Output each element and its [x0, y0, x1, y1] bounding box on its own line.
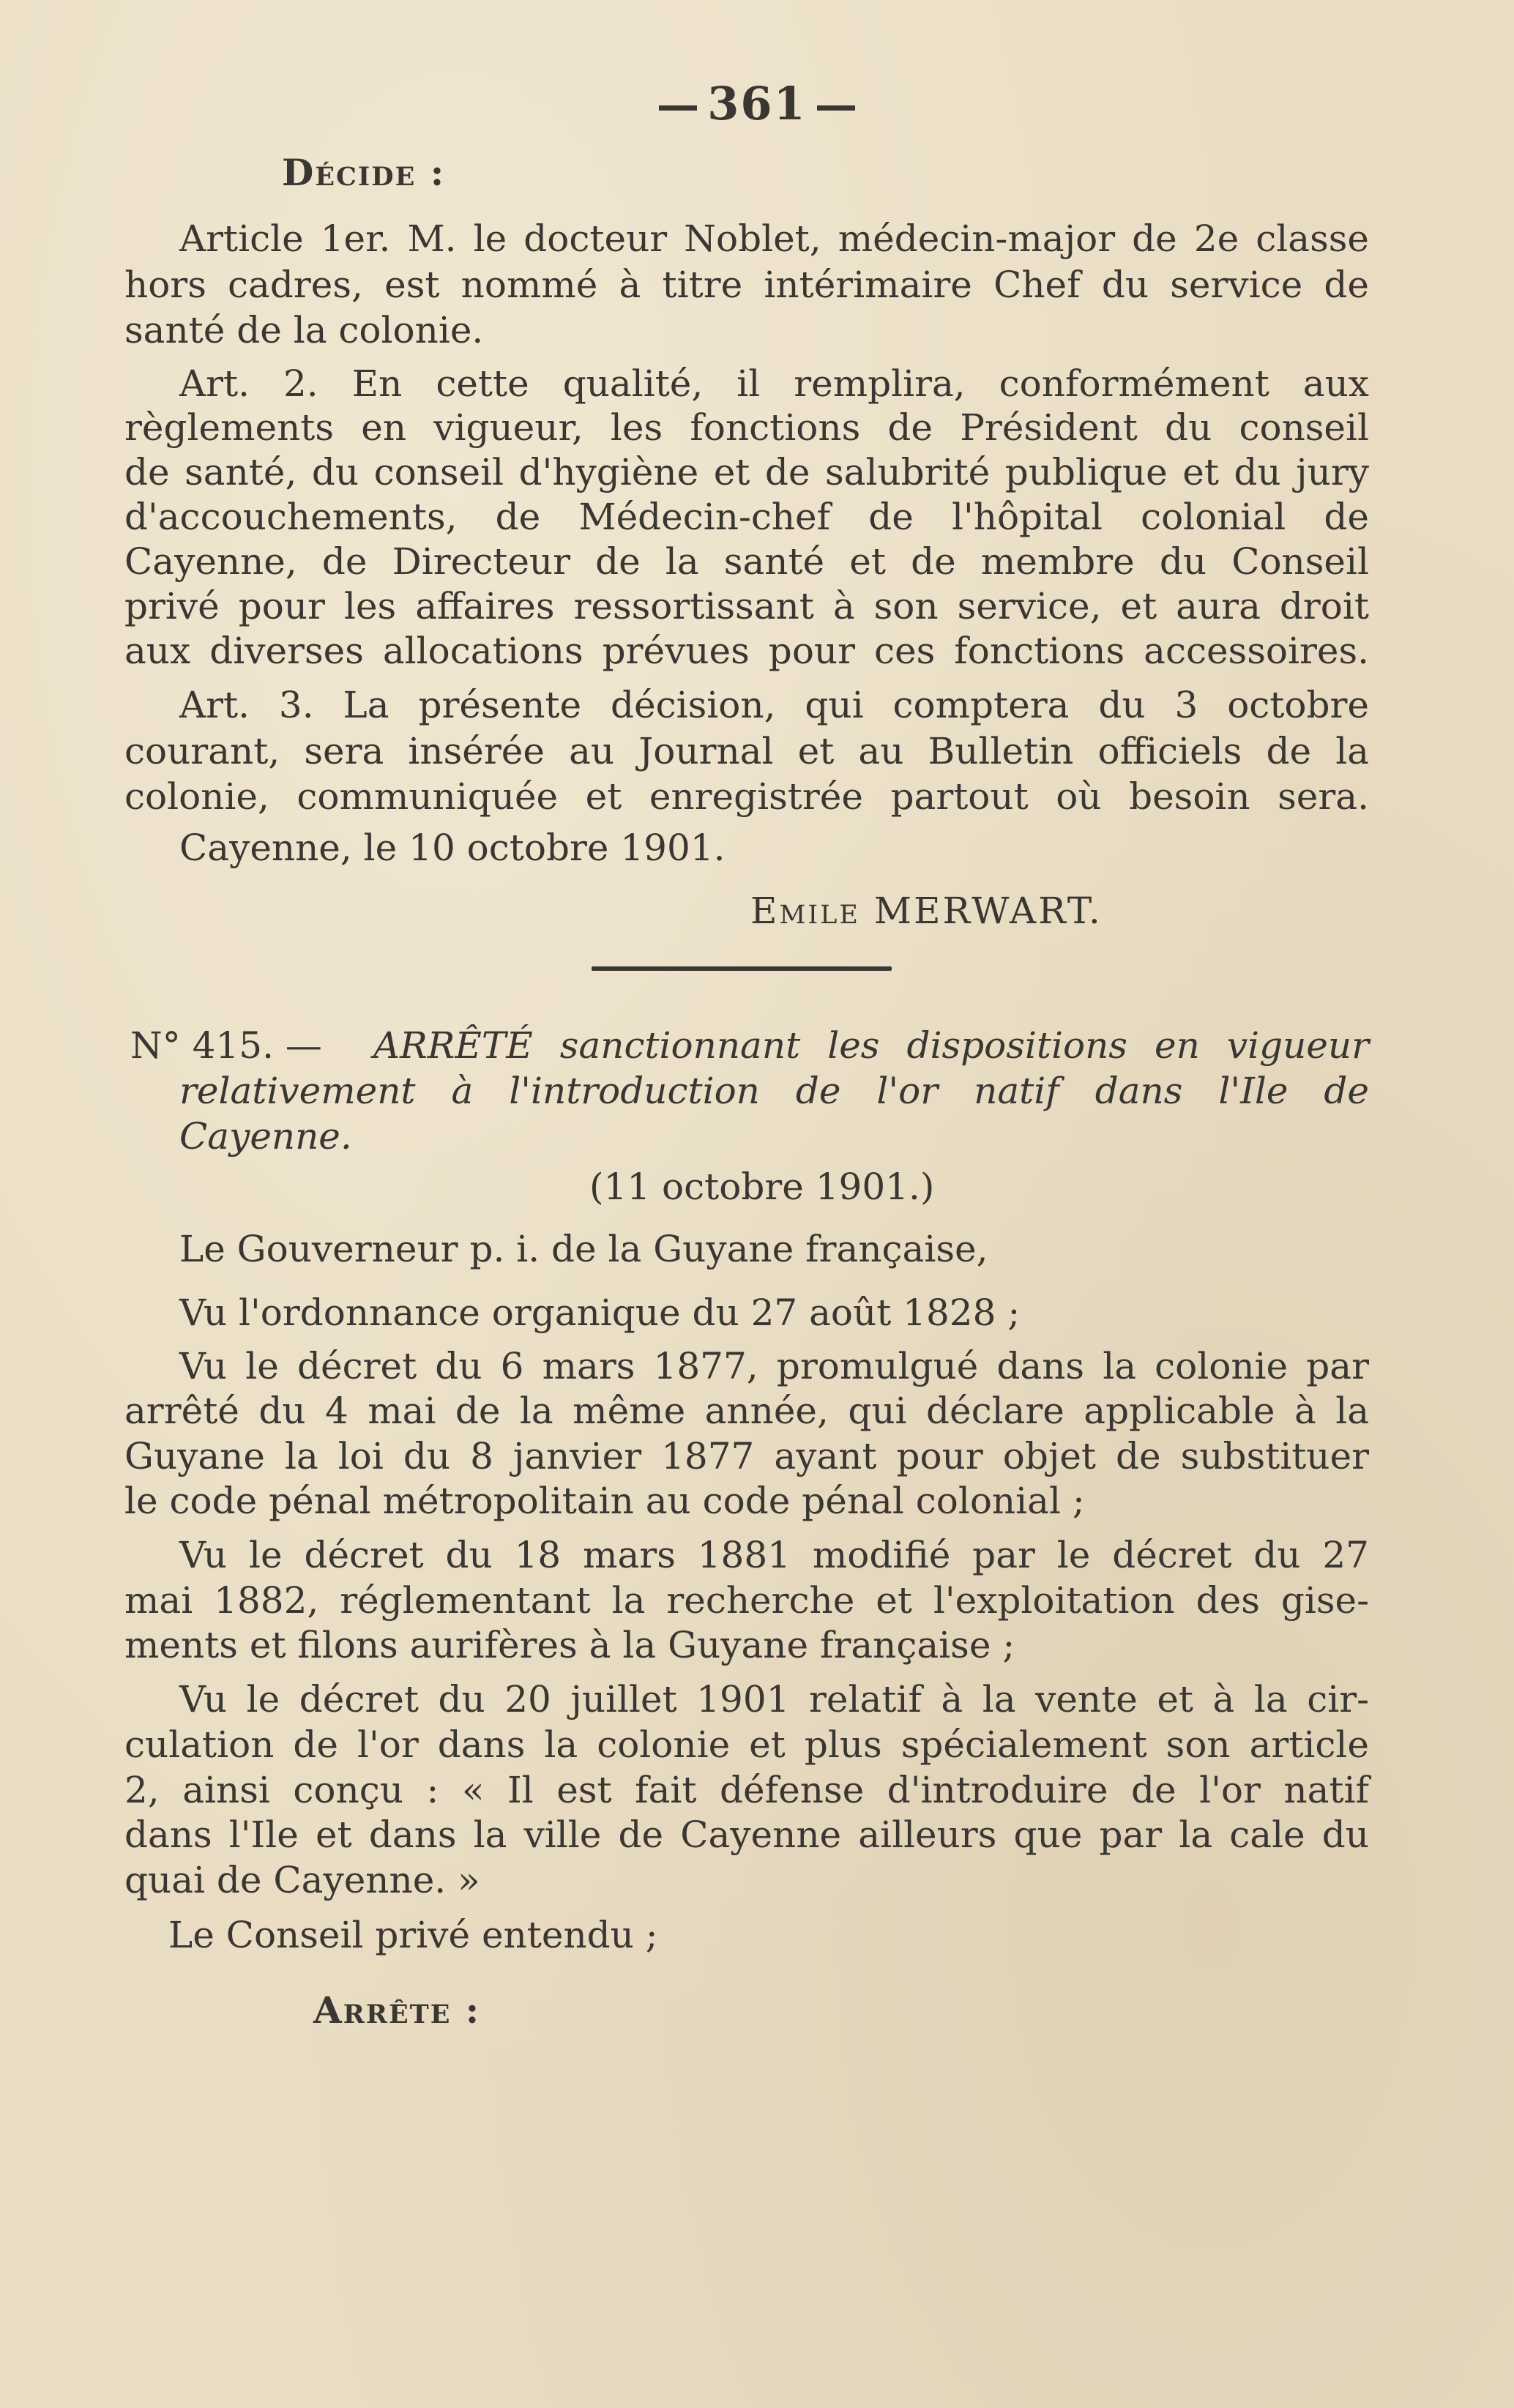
vu-decret-1901-line-3: 2, ainsi conçu : « Il est fait défense d'introduire de l'or natif — [124, 1769, 1369, 1811]
article-2-line-5: Cayenne, de Directeur de la santé et de membre du Conseil — [124, 540, 1369, 583]
article-1-line-3: santé de la colonie. — [124, 309, 484, 351]
decide-heading: Décide : — [282, 151, 446, 194]
place-date-line: Cayenne, le 10 octobre 1901. — [179, 827, 726, 869]
vu-decret-1901-line-4: dans l'Ile et dans la ville de Cayenne ailleurs que par la cale du — [124, 1814, 1369, 1856]
article-2-line-7: aux diverses allocations prévues pour ces fonctions accessoires. — [124, 630, 1369, 672]
page-number-dash-left — [659, 105, 697, 111]
vu-decret-1877-line-1: Vu le décret du 6 mars 1877, promulgué dans la colonie par — [179, 1345, 1369, 1387]
article-2-line-2: règlements en vigueur, les fonctions de Président du conseil — [124, 406, 1369, 449]
vu-ordonnance-line: Vu l'ordonnance organique du 27 août 1828 ; — [179, 1291, 1021, 1334]
vu-decret-1881-line-2: mai 1882, réglementant la recherche et l'exploitation des gise- — [124, 1579, 1369, 1622]
article-2-line-1: Art. 2. En cette qualité, il remplira, conformément aux — [179, 362, 1369, 405]
article-3-line-2: courant, sera insérée au Journal et au Bulletin officiels de la — [124, 730, 1369, 772]
vu-decret-1901-line-1: Vu le décret du 20 juillet 1901 relatif à la vente et à la cir- — [179, 1678, 1369, 1721]
article-3-line-3: colonie, communiquée et enregistrée partout où besoin sera. — [124, 775, 1369, 818]
article-2-line-4: d'accouchements, de Médecin-chef de l'hôpital colonial de — [124, 496, 1369, 538]
article-2-line-3: de santé, du conseil d'hygiène et de salubrité publique et du jury — [124, 451, 1369, 493]
page-number: 361 — [0, 77, 1514, 130]
arrete-date: (11 octobre 1901.) — [589, 1166, 935, 1208]
vu-decret-1901-line-2: culation de l'or dans la colonie et plus spécialement son article — [124, 1723, 1369, 1766]
governor-line: Le Gouverneur p. i. de la Guyane française, — [179, 1228, 988, 1270]
vu-decret-1901-line-5: quai de Cayenne. » — [124, 1859, 480, 1901]
arrete-number: N° 415. — — [130, 1024, 322, 1067]
arrete-title-line-1: ARRÊTÉ sanctionnant les dispositions en vigueur — [373, 1024, 1369, 1067]
conseil-prive-line: Le Conseil privé entendu ; — [168, 1914, 658, 1956]
article-1-line-2: hors cadres, est nommé à titre intérimaire Chef du service de — [124, 264, 1369, 306]
vu-decret-1877-line-4: le code pénal métropolitain au code pénal colonial ; — [124, 1480, 1085, 1522]
page-number-dash-right — [817, 105, 855, 111]
article-1-line-1: Article 1er. M. le docteur Noblet, médecin-major de 2e classe — [179, 217, 1369, 260]
arrete-title-line-2: relativement à l'introduction de l'or natif dans l'Ile de — [179, 1070, 1369, 1112]
section-divider — [592, 966, 892, 971]
vu-decret-1877-line-3: Guyane la loi du 8 janvier 1877 ayant pour objet de substituer — [124, 1435, 1369, 1477]
vu-decret-1881-line-1: Vu le décret du 18 mars 1881 modifié par le décret du 27 — [179, 1534, 1369, 1576]
arrete-title-line-3: Cayenne. — [179, 1115, 352, 1158]
vu-decret-1877-line-2: arrêté du 4 mai de la même année, qui déclare applicable à la — [124, 1390, 1369, 1432]
vu-decret-1881-line-3: ments et filons aurifères à la Guyane française ; — [124, 1624, 1015, 1666]
signature: Emile MERWART. — [750, 890, 1103, 932]
article-3-line-1: Art. 3. La présente décision, qui comptera du 3 octobre — [179, 684, 1369, 726]
article-2-line-6: privé pour les affaires ressortissant à son service, et aura droit — [124, 585, 1369, 627]
arrete-heading: Arrête : — [313, 1988, 481, 2032]
